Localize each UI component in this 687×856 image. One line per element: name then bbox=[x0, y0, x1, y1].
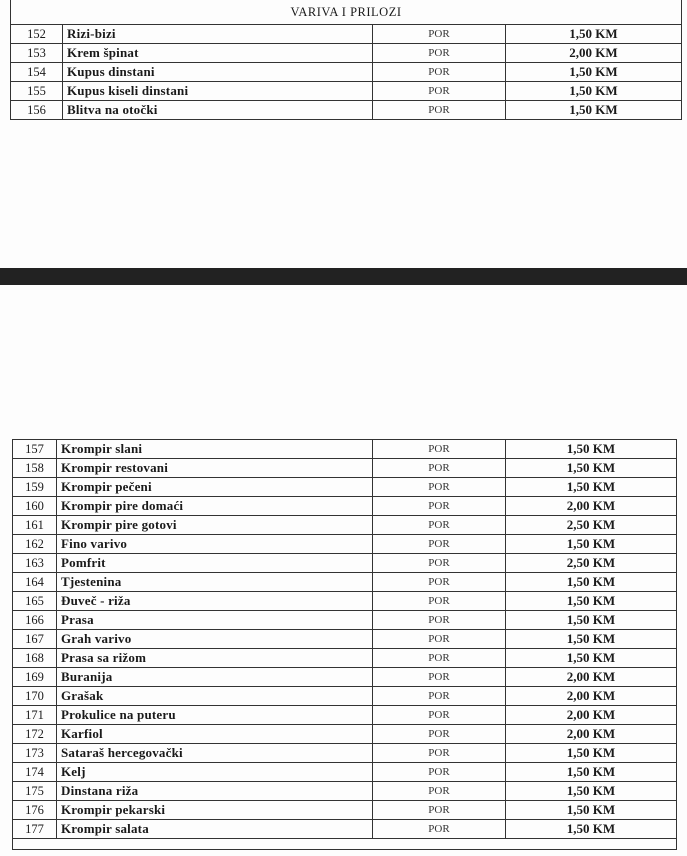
item-name: Grašak bbox=[57, 687, 373, 706]
item-price: 1,50 KM bbox=[506, 535, 677, 554]
section-title: VARIVA I PRILOZI bbox=[11, 0, 682, 25]
item-name: Prasa bbox=[57, 611, 373, 630]
item-number: 170 bbox=[13, 687, 57, 706]
table-row bbox=[13, 497, 677, 516]
table-row bbox=[13, 668, 677, 687]
item-number: 172 bbox=[13, 725, 57, 744]
item-name: Sataraš hercegovački bbox=[57, 744, 373, 763]
partial-row bbox=[13, 839, 677, 850]
item-unit: POR bbox=[373, 25, 506, 44]
item-unit: POR bbox=[373, 478, 506, 497]
item-unit: POR bbox=[373, 535, 506, 554]
item-number: 156 bbox=[11, 101, 63, 120]
item-unit: POR bbox=[373, 782, 506, 801]
item-number: 173 bbox=[13, 744, 57, 763]
item-number: 160 bbox=[13, 497, 57, 516]
item-price: 2,00 KM bbox=[506, 497, 677, 516]
item-number: 164 bbox=[13, 573, 57, 592]
table-row bbox=[11, 63, 682, 82]
item-unit: POR bbox=[373, 44, 506, 63]
item-number: 161 bbox=[13, 516, 57, 535]
table-row bbox=[13, 744, 677, 763]
item-name: Buranija bbox=[57, 668, 373, 687]
item-price: 2,00 KM bbox=[506, 44, 682, 63]
item-number: 168 bbox=[13, 649, 57, 668]
table-row bbox=[13, 782, 677, 801]
menu-table-bottom bbox=[12, 439, 677, 850]
item-price: 1,50 KM bbox=[506, 649, 677, 668]
item-number: 157 bbox=[13, 440, 57, 459]
item-unit: POR bbox=[373, 763, 506, 782]
item-name: Krompir salata bbox=[57, 820, 373, 839]
item-name: Grah varivo bbox=[57, 630, 373, 649]
item-name: Rizi-bizi bbox=[63, 25, 373, 44]
item-name: Dinstana riža bbox=[57, 782, 373, 801]
item-unit: POR bbox=[373, 611, 506, 630]
item-number: 159 bbox=[13, 478, 57, 497]
table-row bbox=[11, 25, 682, 44]
table-row bbox=[11, 82, 682, 101]
item-price: 1,50 KM bbox=[506, 459, 677, 478]
item-number: 171 bbox=[13, 706, 57, 725]
item-number: 169 bbox=[13, 668, 57, 687]
item-price: 1,50 KM bbox=[506, 63, 682, 82]
empty-cell bbox=[13, 839, 677, 850]
item-unit: POR bbox=[373, 459, 506, 478]
item-price: 1,50 KM bbox=[506, 478, 677, 497]
item-price: 1,50 KM bbox=[506, 101, 682, 120]
table-row bbox=[13, 459, 677, 478]
table-row bbox=[13, 801, 677, 820]
item-price: 2,50 KM bbox=[506, 516, 677, 535]
item-name: Pomfrit bbox=[57, 554, 373, 573]
item-unit: POR bbox=[373, 687, 506, 706]
item-number: 167 bbox=[13, 630, 57, 649]
item-price: 1,50 KM bbox=[506, 744, 677, 763]
item-unit: POR bbox=[373, 744, 506, 763]
item-number: 162 bbox=[13, 535, 57, 554]
item-unit: POR bbox=[373, 440, 506, 459]
item-number: 166 bbox=[13, 611, 57, 630]
table-row bbox=[13, 573, 677, 592]
item-number: 158 bbox=[13, 459, 57, 478]
table-row bbox=[13, 440, 677, 459]
table-row bbox=[13, 706, 677, 725]
item-price: 1,50 KM bbox=[506, 611, 677, 630]
table-row bbox=[13, 516, 677, 535]
item-number: 163 bbox=[13, 554, 57, 573]
item-number: 154 bbox=[11, 63, 63, 82]
item-price: 1,50 KM bbox=[506, 801, 677, 820]
item-name: Prasa sa rižom bbox=[57, 649, 373, 668]
item-unit: POR bbox=[373, 101, 506, 120]
item-price: 1,50 KM bbox=[506, 592, 677, 611]
item-name: Blitva na otočki bbox=[63, 101, 373, 120]
table-row bbox=[13, 763, 677, 782]
item-number: 155 bbox=[11, 82, 63, 101]
menu-table-top bbox=[10, 0, 682, 120]
table-row bbox=[13, 820, 677, 839]
item-name: Krompir pire domaći bbox=[57, 497, 373, 516]
item-unit: POR bbox=[373, 516, 506, 535]
item-price: 2,00 KM bbox=[506, 725, 677, 744]
table-row bbox=[11, 101, 682, 120]
table-row bbox=[13, 592, 677, 611]
item-price: 1,50 KM bbox=[506, 820, 677, 839]
item-unit: POR bbox=[373, 630, 506, 649]
item-name: Krem špinat bbox=[63, 44, 373, 63]
page-divider bbox=[0, 268, 687, 285]
item-name: Đuveč - riža bbox=[57, 592, 373, 611]
item-price: 1,50 KM bbox=[506, 440, 677, 459]
item-price: 1,50 KM bbox=[506, 782, 677, 801]
item-name: Kupus dinstani bbox=[63, 63, 373, 82]
item-price: 2,50 KM bbox=[506, 554, 677, 573]
item-unit: POR bbox=[373, 554, 506, 573]
item-price: 2,00 KM bbox=[506, 706, 677, 725]
item-unit: POR bbox=[373, 820, 506, 839]
item-name: Tjestenina bbox=[57, 573, 373, 592]
table-row bbox=[13, 478, 677, 497]
item-unit: POR bbox=[373, 706, 506, 725]
table-row bbox=[13, 535, 677, 554]
item-number: 165 bbox=[13, 592, 57, 611]
item-name: Prokulice na puteru bbox=[57, 706, 373, 725]
item-number: 177 bbox=[13, 820, 57, 839]
item-price: 2,00 KM bbox=[506, 668, 677, 687]
item-unit: POR bbox=[373, 725, 506, 744]
item-number: 174 bbox=[13, 763, 57, 782]
table-row bbox=[11, 44, 682, 63]
table-row bbox=[13, 725, 677, 744]
item-name: Krompir pekarski bbox=[57, 801, 373, 820]
item-price: 1,50 KM bbox=[506, 630, 677, 649]
item-unit: POR bbox=[373, 592, 506, 611]
item-price: 1,50 KM bbox=[506, 763, 677, 782]
item-unit: POR bbox=[373, 82, 506, 101]
item-name: Krompir restovani bbox=[57, 459, 373, 478]
item-number: 153 bbox=[11, 44, 63, 63]
section-header-row bbox=[11, 0, 682, 25]
item-price: 2,00 KM bbox=[506, 687, 677, 706]
table-row bbox=[13, 687, 677, 706]
item-name: Kupus kiseli dinstani bbox=[63, 82, 373, 101]
item-number: 176 bbox=[13, 801, 57, 820]
table-row bbox=[13, 554, 677, 573]
item-unit: POR bbox=[373, 573, 506, 592]
item-name: Krompir pire gotovi bbox=[57, 516, 373, 535]
item-number: 175 bbox=[13, 782, 57, 801]
item-unit: POR bbox=[373, 497, 506, 516]
item-unit: POR bbox=[373, 801, 506, 820]
item-name: Krompir slani bbox=[57, 440, 373, 459]
item-price: 1,50 KM bbox=[506, 25, 682, 44]
item-name: Fino varivo bbox=[57, 535, 373, 554]
item-name: Karfiol bbox=[57, 725, 373, 744]
table-row bbox=[13, 630, 677, 649]
item-price: 1,50 KM bbox=[506, 573, 677, 592]
item-number: 152 bbox=[11, 25, 63, 44]
item-unit: POR bbox=[373, 668, 506, 687]
item-price: 1,50 KM bbox=[506, 82, 682, 101]
item-unit: POR bbox=[373, 63, 506, 82]
item-name: Krompir pečeni bbox=[57, 478, 373, 497]
item-unit: POR bbox=[373, 649, 506, 668]
table-row bbox=[13, 649, 677, 668]
table-row bbox=[13, 611, 677, 630]
item-name: Kelj bbox=[57, 763, 373, 782]
